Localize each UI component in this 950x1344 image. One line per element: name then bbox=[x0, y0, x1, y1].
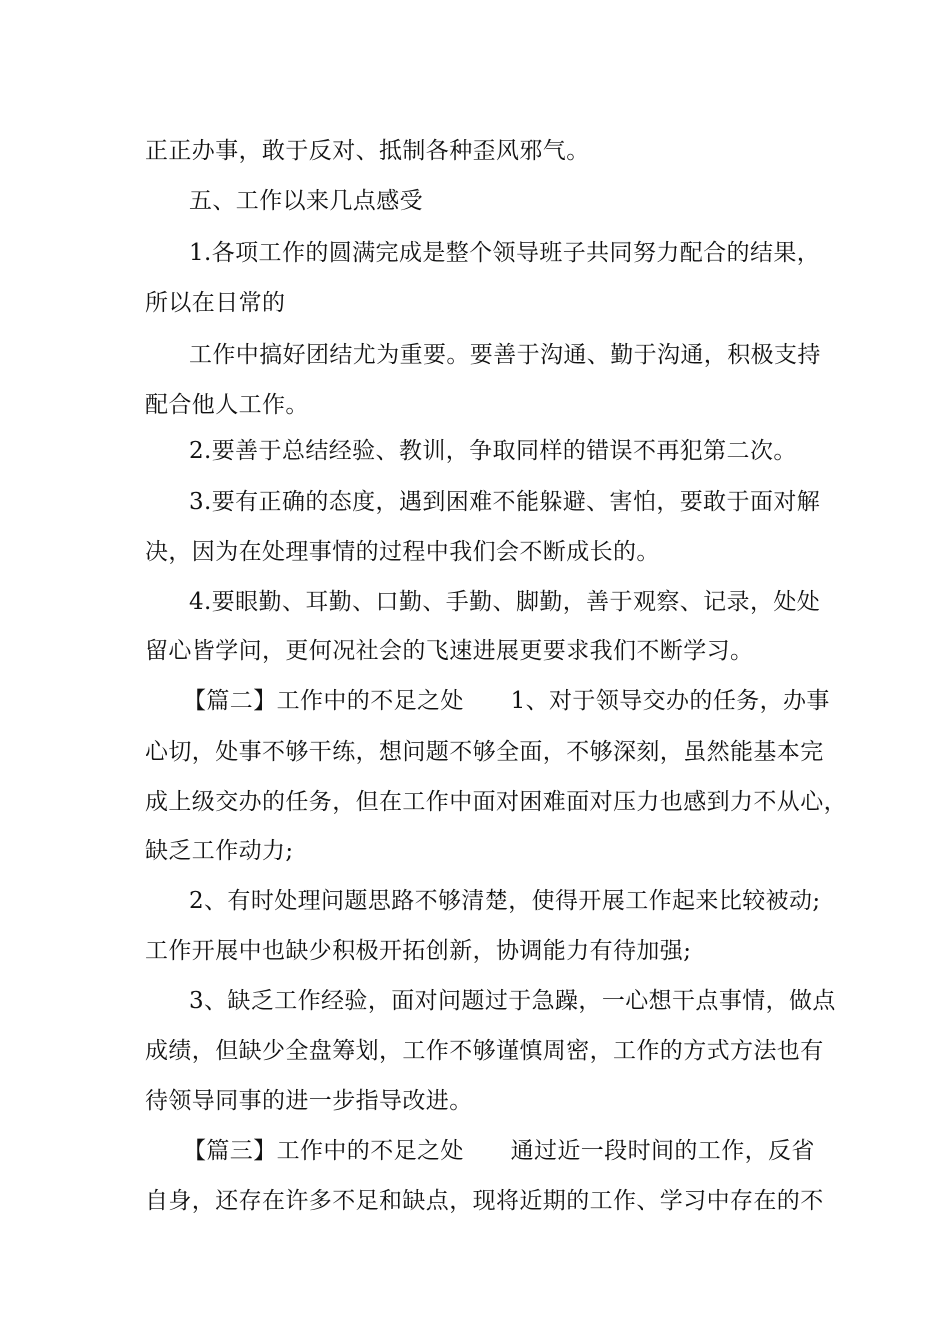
text-line: 留心皆学问，更何况社会的飞速进展更要求我们不断学习。 bbox=[145, 638, 754, 664]
text-line: 3.要有正确的态度，遇到困难不能躲避、害怕，要敢于面对解 bbox=[189, 489, 821, 515]
section-heading: 五、工作以来几点感受 bbox=[189, 188, 423, 214]
text-line: 配合他人工作。 bbox=[145, 392, 309, 418]
text-line: 成绩，但缺少全盘筹划，工作不够谨慎周密，工作的方式方法也有 bbox=[145, 1038, 824, 1064]
text-line: 所以在日常的 bbox=[145, 290, 286, 316]
text-line: 自身，还存在许多不足和缺点，现将近期的工作、学习中存在的不 bbox=[145, 1188, 824, 1214]
text-line: 正正办事，敢于反对、抵制各种歪风邪气。 bbox=[145, 138, 590, 164]
section-heading: 【篇二】工作中的不足之处 1、对于领导交办的任务，办事 bbox=[183, 688, 830, 714]
text-line: 4.要眼勤、耳勤、口勤、手勤、脚勤，善于观察、记录，处处 bbox=[189, 589, 821, 615]
text-line: 2、有时处理问题思路不够清楚，使得开展工作起来比较被动; bbox=[189, 888, 821, 914]
text-line: 缺乏工作动力; bbox=[145, 838, 294, 864]
section-heading: 【篇三】工作中的不足之处 通过近一段时间的工作，反省 bbox=[183, 1138, 815, 1164]
text-line: 决，因为在处理事情的过程中我们会不断成长的。 bbox=[145, 539, 660, 565]
text-line: 工作开展中也缺少积极开拓创新，协调能力有待加强; bbox=[145, 938, 692, 964]
text-line: 成上级交办的任务，但在工作中面对困难面对压力也感到力不从心， bbox=[145, 789, 847, 815]
text-line: 心切，处事不够干练，想问题不够全面，不够深刻，虽然能基本完 bbox=[145, 739, 824, 765]
text-line: 待领导同事的进一步指导改进。 bbox=[145, 1088, 473, 1114]
text-line: 3、缺乏工作经验，面对问题过于急躁，一心想干点事情，做点 bbox=[189, 988, 836, 1014]
text-line: 1.各项工作的圆满完成是整个领导班子共同努力配合的结果， bbox=[189, 240, 821, 266]
text-line: 2.要善于总结经验、教训，争取同样的错误不再犯第二次。 bbox=[189, 438, 797, 464]
text-line: 工作中搞好团结尤为重要。要善于沟通、勤于沟通，积极支持 bbox=[189, 342, 821, 368]
